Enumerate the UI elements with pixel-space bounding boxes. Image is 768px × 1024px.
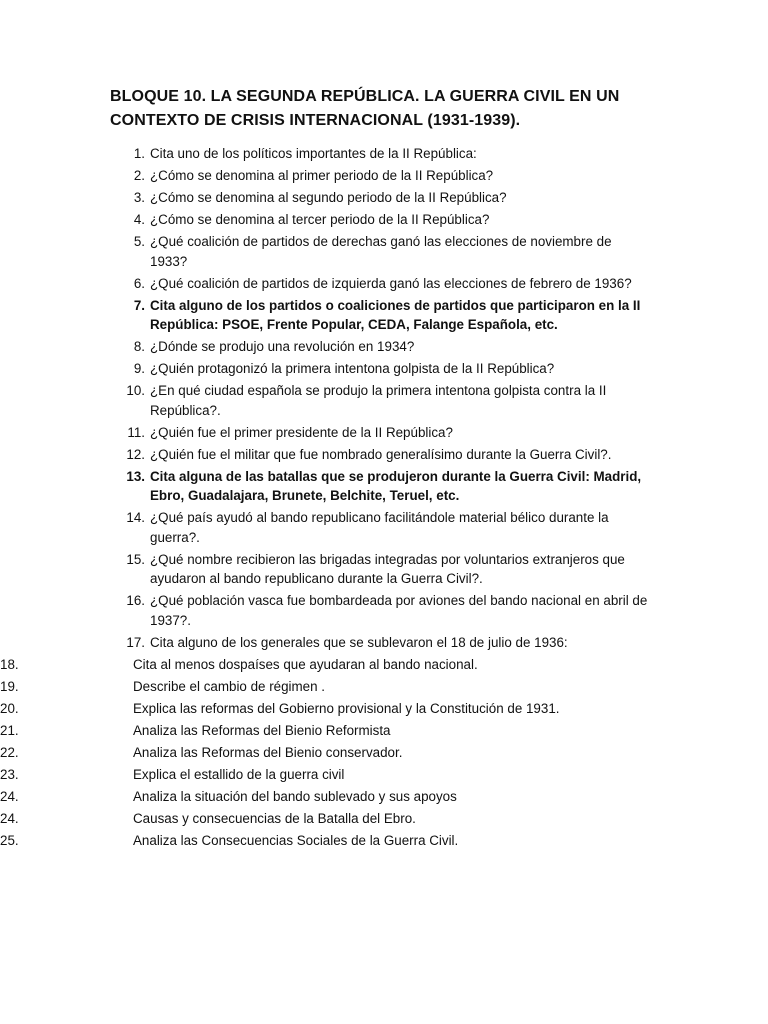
- question-number: 20.: [0, 700, 19, 716]
- question-number: 4.: [133, 211, 145, 227]
- question-text: ¿Cómo se denomina al primer periodo de la II República?: [150, 167, 494, 183]
- question-number: 15.: [126, 551, 145, 567]
- question-text: Cita alguno de los partidos o coaliciones de partidos que participaron en la II República: PSOE, Frente Popular, CEDA, Falange Española, etc.: [150, 297, 641, 333]
- question-item: [0, 831, 768, 851]
- question-item: [0, 699, 768, 719]
- question-text: ¿Cómo se denomina al segundo periodo de la II República?: [150, 189, 507, 205]
- question-text: ¿Quién fue el primer presidente de la II República?: [150, 424, 453, 440]
- question-item-bold: [0, 296, 768, 335]
- question-text: ¿Qué país ayudó al bando republicano facilitándole material bélico durante la guerra?.: [150, 510, 609, 545]
- question-number: 24.: [0, 788, 19, 804]
- question-item: [0, 359, 768, 379]
- question-number: 10.: [126, 383, 145, 399]
- question-text: ¿Qué nombre recibieron las brigadas integradas por voluntarios extranjeros que ayudaron al bando republicano durante la Guerra Civil?.: [150, 551, 625, 587]
- question-number: 9.: [133, 361, 145, 377]
- question-item: [0, 381, 768, 420]
- question-item: [0, 232, 768, 271]
- question-text: Analiza las Reformas del Bienio Reformista: [133, 722, 391, 738]
- question-number: 7.: [133, 297, 145, 313]
- question-item: [0, 210, 768, 230]
- question-text: Cita alguna de las batallas que se produjeron durante la Guerra Civil: Madrid, Ebro, Guadalajara, Brunete, Belchite, Teruel, etc.: [150, 468, 642, 504]
- question-item: [0, 765, 768, 785]
- question-number: 16.: [126, 593, 145, 609]
- question-text: ¿Qué coalición de partidos de izquierda ganó las elecciones de febrero de 1936?: [150, 275, 632, 291]
- question-item: [0, 809, 768, 829]
- question-item: [0, 144, 768, 164]
- question-text: ¿Quién fue el militar que fue nombrado generalísimo durante la Guerra Civil?.: [150, 446, 612, 462]
- question-text: ¿Dónde se produjo una revolución en 1934?: [150, 339, 415, 355]
- question-number: 2.: [133, 167, 145, 183]
- question-number: 23.: [0, 766, 19, 782]
- question-item: [0, 445, 768, 465]
- question-item: [0, 743, 768, 763]
- question-text: Explica el estallido de la guerra civil: [133, 766, 345, 782]
- question-item: [0, 166, 768, 186]
- question-text: ¿Qué población vasca fue bombardeada por aviones del bando nacional en abril de 1937?.: [150, 593, 648, 628]
- question-text: Cita al menos dospaíses que ayudaran al bando nacional.: [133, 656, 478, 672]
- question-item: [0, 721, 768, 741]
- question-item-bold: [0, 467, 768, 506]
- question-text: ¿Qué coalición de partidos de derechas ganó las elecciones de noviembre de 1933?: [150, 233, 612, 269]
- question-item: [0, 655, 768, 675]
- question-number: 6.: [133, 275, 145, 291]
- title-line-2: CONTEXTO DE CRISIS INTERNACIONAL (1931-1939).: [110, 112, 521, 129]
- question-text: ¿Quién protagonizó la primera intentona golpista de la II República?: [150, 361, 555, 377]
- question-item: [0, 591, 768, 630]
- question-item: [0, 677, 768, 697]
- question-number: 24.: [0, 810, 19, 826]
- question-number: 5.: [133, 233, 145, 249]
- title-line-1: BLOQUE 10. LA SEGUNDA REPÚBLICA. LA GUERRA CIVIL EN UN: [110, 88, 620, 105]
- question-number: 3.: [133, 189, 145, 205]
- question-text: Cita uno de los políticos importantes de la II República:: [150, 146, 477, 161]
- question-number: 12.: [126, 446, 145, 462]
- question-item: [0, 423, 768, 443]
- question-item: [0, 337, 768, 357]
- question-number: 17.: [126, 634, 145, 650]
- question-number: 13.: [126, 468, 145, 484]
- question-text: Explica las reformas del Gobierno provisional y la Constitución de 1931.: [133, 700, 560, 716]
- question-number: 18.: [0, 656, 19, 672]
- question-item: [0, 274, 768, 294]
- question-number: 19.: [0, 678, 19, 694]
- question-number: 21.: [0, 722, 19, 738]
- question-item: [0, 188, 768, 208]
- question-number: 25.: [0, 832, 19, 848]
- question-text: Cita alguno de los generales que se sublevaron el 18 de julio de 1936:: [150, 634, 568, 650]
- question-number: 1.: [133, 146, 145, 161]
- question-item: [0, 787, 768, 807]
- question-item: [0, 633, 768, 653]
- question-text: Analiza las Reformas del Bienio conservador.: [133, 744, 403, 760]
- question-item: [0, 550, 768, 589]
- question-number: 22.: [0, 744, 19, 760]
- question-text: Analiza la situación del bando sublevado y sus apoyos: [133, 788, 457, 804]
- question-text: Describe el cambio de régimen .: [133, 678, 326, 694]
- question-number: 8.: [133, 339, 145, 355]
- question-number: 14.: [126, 510, 145, 526]
- question-text: Analiza las Consecuencias Sociales de la Guerra Civil.: [133, 832, 459, 848]
- question-text: Causas y consecuencias de la Batalla del Ebro.: [133, 810, 416, 826]
- document-title: [110, 85, 670, 133]
- question-item: [0, 508, 768, 547]
- question-number: 11.: [127, 424, 145, 440]
- question-text: ¿Cómo se denomina al tercer periodo de la II República?: [150, 211, 490, 227]
- question-text: ¿En qué ciudad española se produjo la primera intentona golpista contra la II República?.: [150, 383, 607, 418]
- question-list: [0, 144, 768, 853]
